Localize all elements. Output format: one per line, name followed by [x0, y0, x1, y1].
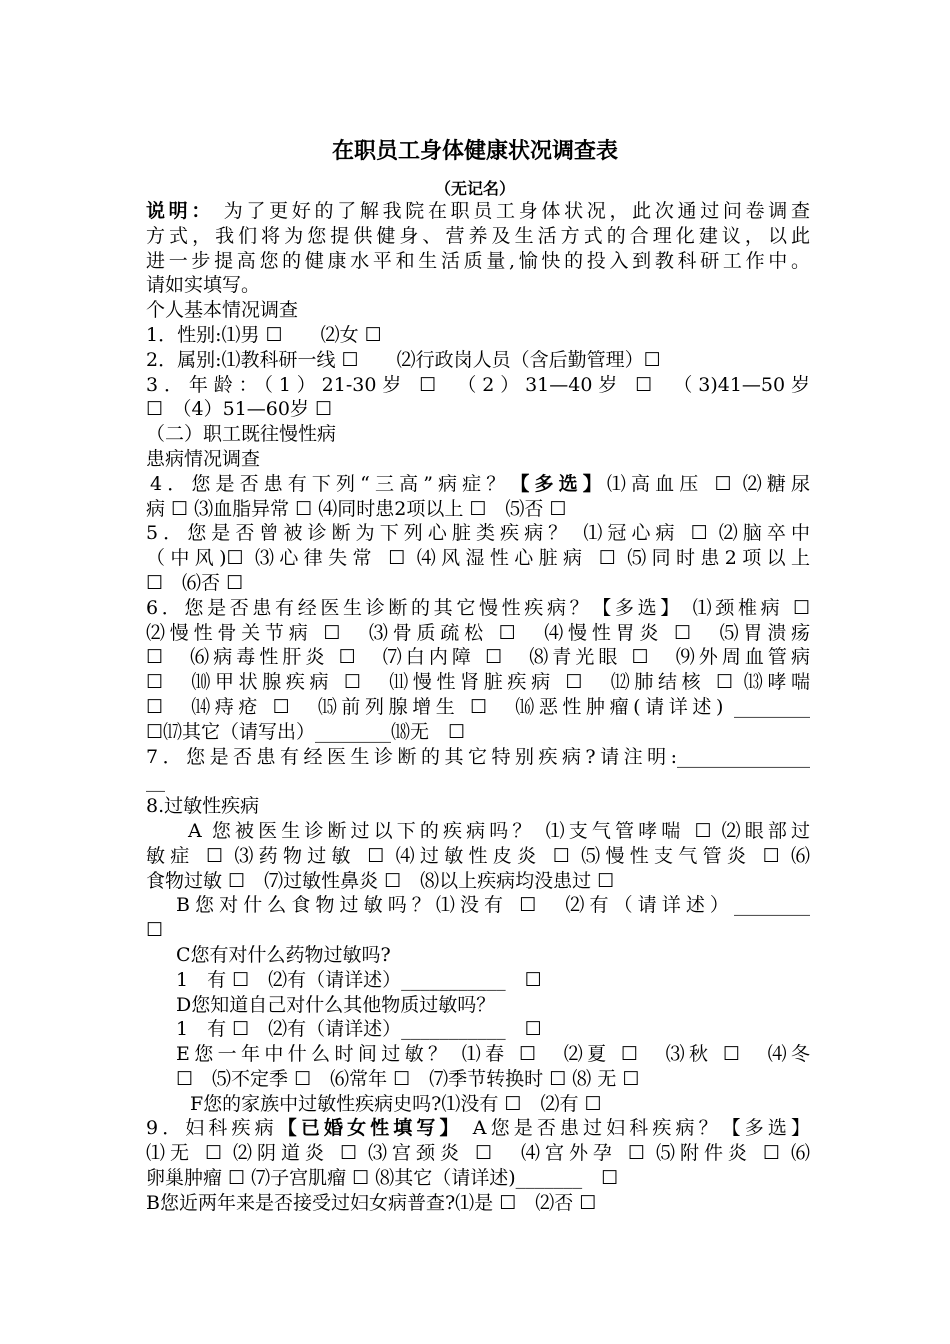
- allergy-d-line-1: D您知道自己对什么其他物质过敏吗？: [176, 993, 496, 1016]
- question-category[interactable]: 2．属别:⑴教科研一线 ☐ ⑵行政岗人员（含后勤管理）☐: [146, 348, 661, 371]
- page-title: 在职员工身体健康状况调查表: [331, 139, 618, 164]
- question-age-line-1[interactable]: 3．年龄：（1）21-30岁 ☐ （2）31—40岁 ☐ （3)41—50岁: [146, 373, 810, 396]
- question-gender[interactable]: 1．性别:⑴男 ☐ ⑵女 ☐: [146, 323, 382, 346]
- section-chronic-heading-1: （二）职工既往慢性病: [146, 423, 337, 446]
- gyn-line-4[interactable]: B您近两年来是否接受过妇女病普查?⑴是 ☐ ⑵否 ☐: [146, 1191, 597, 1214]
- question-chronic-line-6[interactable]: ☐⒄其它（请写出）________⒅无 ☐: [146, 720, 466, 743]
- question-heart-line-2[interactable]: （中风)☐ ⑶心律失常 ☐ ⑷风湿性心脏病 ☐ ⑸同时患2项以上: [146, 547, 810, 570]
- question-three-highs-line-2[interactable]: 病 ☐ ⑶血脂异常 ☐ ⑷同时患2项以上 ☐ ⑸否 ☐: [146, 497, 567, 520]
- allergy-a-line-2[interactable]: 敏症 ☐ ⑶药物过敏 ☐ ⑷过敏性皮炎 ☐ ⑸慢性支气管炎 ☐ ⑹: [146, 844, 810, 867]
- allergy-c-line-1: C您有对什么药物过敏吗?: [176, 943, 391, 966]
- question-chronic-line-5[interactable]: ☐ ⒁痔疮 ☐ ⒂前列腺增生 ☐ ⒃恶性肿瘤(请详述) ________: [146, 695, 810, 718]
- intro-label: 说明：: [146, 200, 215, 222]
- question-special-disease-line-2[interactable]: __: [146, 770, 165, 793]
- gyn-line-2[interactable]: ⑴无 ☐ ⑵阴道炎 ☐ ⑶宫颈炎 ☐ ⑷宫外孕 ☐ ⑸附件炎 ☐ ⑹: [146, 1142, 810, 1165]
- allergy-d-line-2[interactable]: 1 有 ☐ ⑵有（请详述）___________ ☐: [176, 1018, 542, 1041]
- allergy-f-line[interactable]: F您的家族中过敏性疾病史吗?⑴没有 ☐ ⑵有 ☐: [190, 1092, 602, 1115]
- allergy-a-line-3[interactable]: 食物过敏 ☐ ⑺过敏性鼻炎 ☐ ⑻以上疾病均没患过 ☐: [146, 869, 615, 892]
- gyn-line-3[interactable]: 卵巢肿瘤 ☐ ⑺子宫肌瘤 ☐ ⑻其它（请详述)_______ ☐: [146, 1167, 619, 1190]
- question-chronic-line-1[interactable]: 6．您是否患有经医生诊断的其它慢性疾病？【多选】 ⑴颈椎病 ☐: [146, 596, 810, 619]
- question-heart-line-3[interactable]: ☐ ⑹否 ☐: [146, 571, 244, 594]
- allergy-b-line-1[interactable]: B您对什么食物过敏吗？⑴没有 ☐ ⑵有（请详述）________: [176, 894, 810, 917]
- allergy-e-line-2[interactable]: ☐ ⑸不定季 ☐ ⑹常年 ☐ ⑺季节转换时 ☐ ⑻ 无 ☐: [176, 1067, 640, 1090]
- intro-line-2: 方式，我们将为您提供健身、营养及生活方式的合理化建议，以此: [146, 224, 810, 247]
- allergy-a-line-1[interactable]: A 您被医生诊断过以下的疾病吗？ ⑴支气管哮喘 ☐ ⑵眼部过: [188, 819, 810, 842]
- question-chronic-line-2[interactable]: ⑵慢性骨关节病 ☐ ⑶骨质疏松 ☐ ⑷慢性胃炎 ☐ ⑸胃溃疡: [146, 621, 810, 644]
- question-special-disease-line-1[interactable]: 7．您是否患有经医生诊断的其它特别疾病?请注明:______________: [146, 745, 810, 768]
- intro-line-4: 请如实填写。: [146, 274, 261, 297]
- intro-line-3: 进一步提高您的健康水平和生活质量,愉快的投入到教科研工作中。: [146, 249, 810, 272]
- allergy-e-line-1[interactable]: E您一年中什么时间过敏？ ⑴春 ☐ ⑵夏 ☐ ⑶秋 ☐ ⑷冬: [176, 1043, 810, 1066]
- allergy-c-line-2[interactable]: 1 有 ☐ ⑵有（请详述）___________ ☐: [176, 968, 542, 991]
- section-personal-heading: 个人基本情况调查: [146, 299, 299, 322]
- question-heart-line-1[interactable]: 5．您是否曾被诊断为下列心脏类疾病？ ⑴冠心病 ☐ ⑵脑卒中: [146, 522, 810, 545]
- intro-line-1: 说明： 为了更好的了解我院在职员工身体状况，此次通过问卷调查: [146, 200, 810, 222]
- allergy-b-line-2[interactable]: ☐: [146, 919, 164, 942]
- question-chronic-line-4[interactable]: ☐ ⑽甲状腺疾病 ☐ ⑾慢性肾脏疾病 ☐ ⑿肺结核 ☐ ⒀哮喘: [146, 671, 810, 694]
- question-chronic-line-3[interactable]: ☐ ⑹病毒性肝炎 ☐ ⑺白内障 ☐ ⑻青光眼 ☐ ⑼外周血管病: [146, 646, 810, 669]
- survey-body: [146, 199, 810, 1216]
- gyn-line-1[interactable]: 9．妇科疾病【已婚女性填写】 A您是否患过妇科疾病？【多选】: [146, 1117, 810, 1140]
- question-three-highs-line-1[interactable]: 4．您是否患有下列“三高”病症？【多选】⑴高血压 ☐ ⑵糖尿: [150, 472, 810, 495]
- allergy-heading: 8.过敏性疾病: [146, 795, 260, 818]
- page-subtitle: （无记名）: [434, 179, 515, 198]
- question-age-line-2[interactable]: ☐ （4）51—60岁 ☐: [146, 398, 333, 421]
- section-chronic-heading-2: 患病情况调查: [146, 447, 261, 470]
